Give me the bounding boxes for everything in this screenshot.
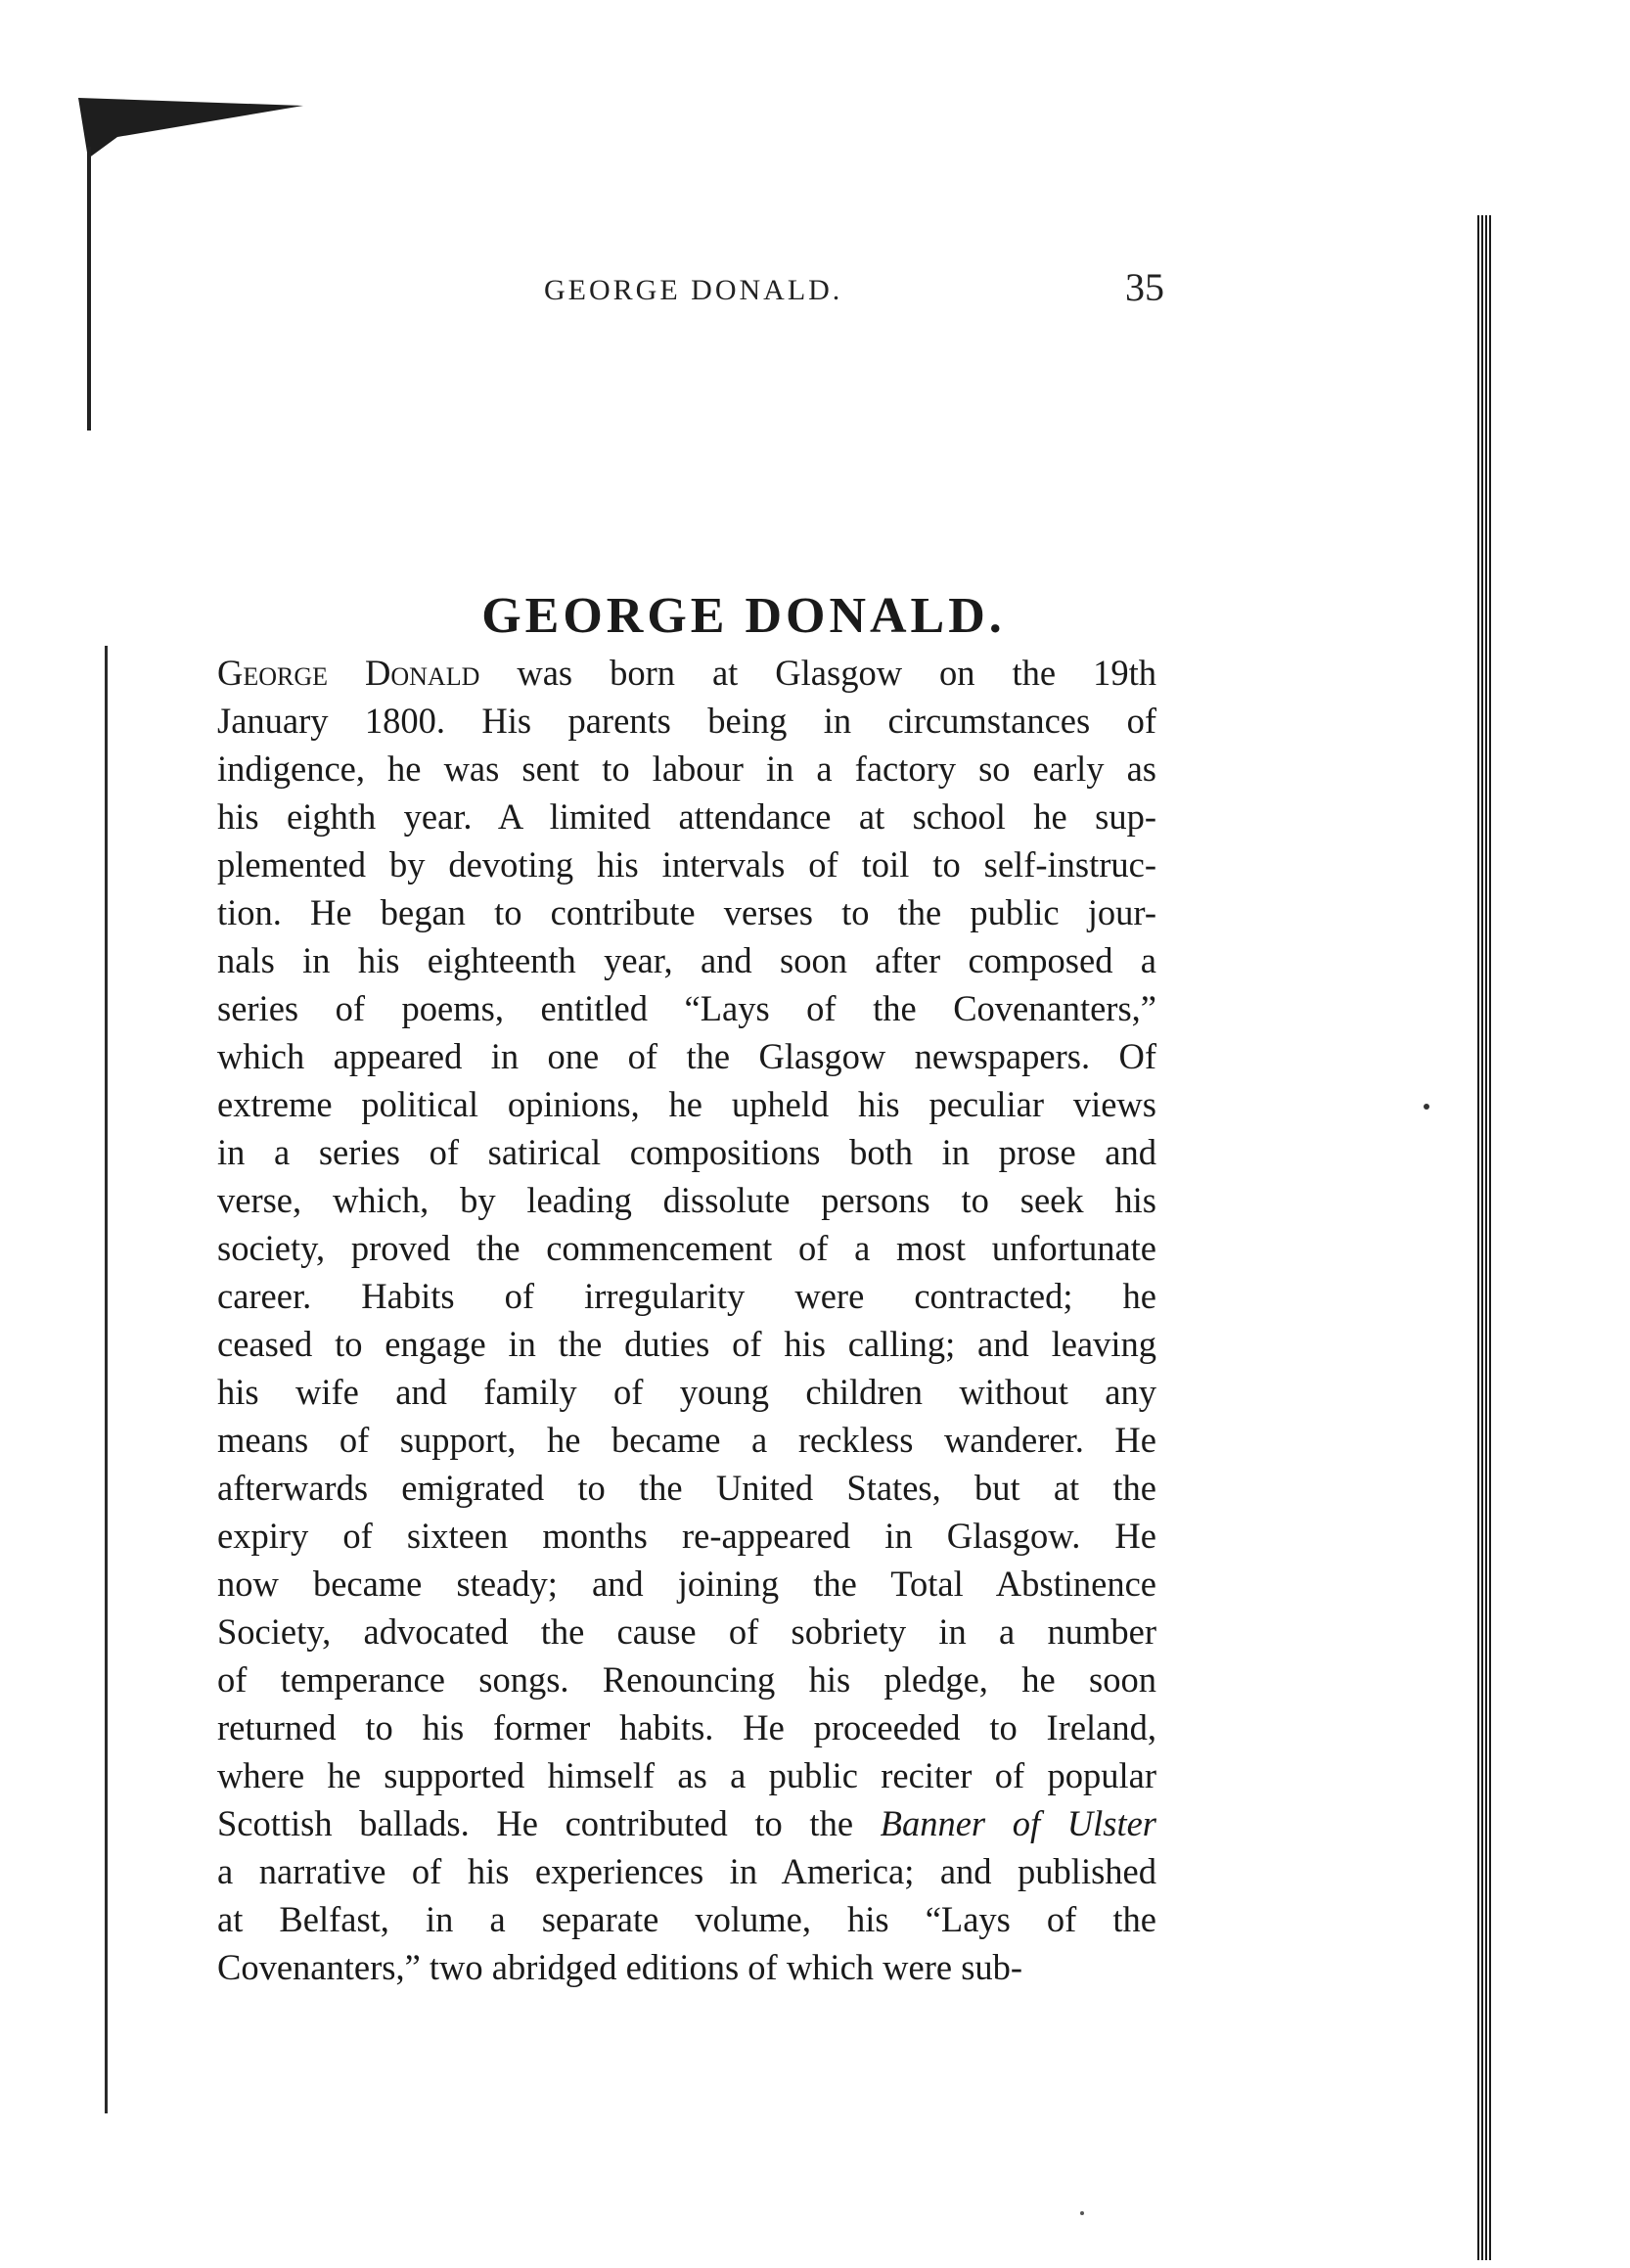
small-caps-name: George Donald: [217, 653, 480, 693]
scan-speck: [1080, 2211, 1084, 2215]
text-segment: ceased to engage in the duties of his calling; and leaving: [217, 1324, 1156, 1364]
scan-artifact: [78, 98, 303, 159]
text-line: [217, 1895, 1156, 1943]
text-segment: expiry of sixteen months re-appeared in Glasgow. He: [217, 1516, 1156, 1556]
text-segment: his wife and family of young children without any: [217, 1372, 1156, 1412]
text-line: [217, 1560, 1156, 1608]
chapter-title: GEORGE DONALD.: [481, 587, 1006, 644]
text-line: [217, 745, 1156, 793]
text-line: [217, 697, 1156, 745]
page-number: 35: [1125, 265, 1164, 309]
text-line: [217, 1751, 1156, 1799]
text-segment: at Belfast, in a separate volume, his “Lays of the: [217, 1899, 1156, 1939]
text-segment: which appeared in one of the Glasgow newspapers. Of: [217, 1036, 1156, 1076]
text-line: [217, 1703, 1156, 1751]
text-segment: plemented by devoting his intervals of toil to self-instruc-: [217, 844, 1156, 885]
text-segment: extreme political opinions, he upheld his peculiar views: [217, 1084, 1156, 1124]
text-segment: nals in his eighteenth year, and soon after composed a: [217, 940, 1156, 980]
scan-speck: [1424, 1104, 1429, 1110]
text-segment: series of poems, entitled “Lays of the Covenanters,”: [217, 988, 1156, 1028]
text-segment: afterwards emigrated to the United States, but at the: [217, 1468, 1156, 1508]
text-segment: now became steady; and joining the Total Abstinence: [217, 1564, 1156, 1604]
text-segment: Covenanters,” two abridged editions of which were sub-: [217, 1947, 1023, 1987]
text-line: [217, 1847, 1156, 1895]
text-line: [217, 1656, 1156, 1703]
text-segment: of temperance songs. Renouncing his pledge, he soon: [217, 1659, 1156, 1700]
text-segment: indigence, he was sent to labour in a factory so early as: [217, 748, 1156, 789]
text-line: [217, 984, 1156, 1032]
text-line: [217, 1224, 1156, 1272]
text-segment: society, proved the commencement of a most unfortunate: [217, 1228, 1156, 1268]
text-line: [217, 1128, 1156, 1176]
text-line: [217, 1943, 1156, 1991]
text-segment: a narrative of his experiences in America; and published: [217, 1851, 1156, 1891]
text-segment: was born at Glasgow on the 19th: [479, 653, 1156, 693]
text-segment: January 1800. His parents being in circumstances of: [217, 701, 1156, 741]
text-segment: where he supported himself as a public reciter of popular: [217, 1755, 1156, 1795]
text-line: [217, 1032, 1156, 1080]
text-line: [217, 840, 1156, 888]
text-segment: returned to his former habits. He proceeded to Ireland,: [217, 1707, 1156, 1747]
text-segment: means of support, he became a reckless wanderer. He: [217, 1420, 1156, 1460]
scan-edge-line-right: [1477, 215, 1491, 2260]
text-line: [217, 1272, 1156, 1320]
text-segment: tion. He began to contribute verses to the public jour-: [217, 892, 1156, 932]
text-line: [217, 936, 1156, 984]
text-segment: Scottish ballads. He contributed to the: [217, 1803, 881, 1843]
text-line: [217, 1464, 1156, 1512]
text-line: [217, 1176, 1156, 1224]
scan-edge-mark-top: [87, 147, 91, 431]
text-segment: verse, which, by leading dissolute persons to seek his: [217, 1180, 1156, 1220]
text-line: [217, 793, 1156, 840]
body-text: [217, 649, 1156, 1991]
text-segment: in a series of satirical compositions both in prose and: [217, 1132, 1156, 1172]
italic-title: Banner of Ulster: [880, 1803, 1156, 1843]
text-line: [217, 1080, 1156, 1128]
text-segment: career. Habits of irregularity were contracted; he: [217, 1276, 1156, 1316]
text-segment: Society, advocated the cause of sobriety in a number: [217, 1611, 1156, 1652]
text-line: [217, 888, 1156, 936]
text-line: [217, 1368, 1156, 1416]
text-line: [217, 649, 1156, 697]
text-line: [217, 1799, 1156, 1847]
running-head: GEORGE DONALD.: [544, 274, 843, 306]
text-line: [217, 1416, 1156, 1464]
text-line: [217, 1512, 1156, 1560]
text-line: [217, 1608, 1156, 1656]
text-segment: his eighth year. A limited attendance at school he sup-: [217, 796, 1156, 837]
text-line: [217, 1320, 1156, 1368]
scan-edge-line-left: [105, 646, 108, 2113]
